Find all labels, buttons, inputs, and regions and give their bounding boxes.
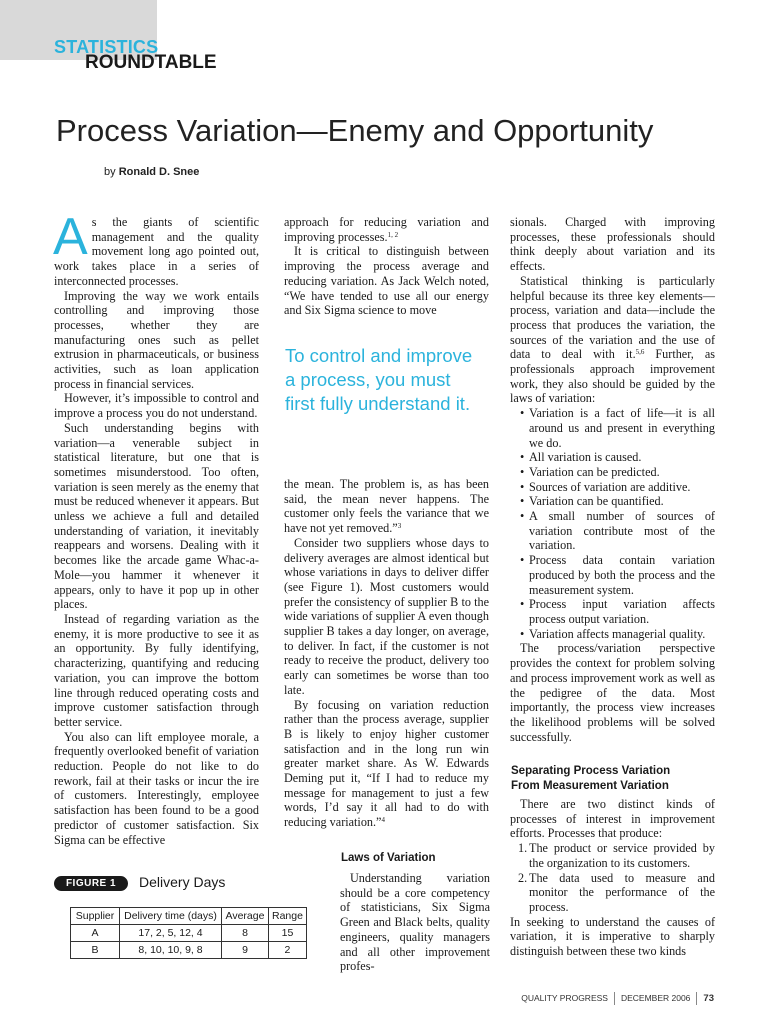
body-column-2-bottom bbox=[340, 871, 490, 974]
table-cell: B bbox=[71, 942, 120, 959]
table-cell: 15 bbox=[269, 925, 307, 942]
column-series-label: STATISTICS bbox=[54, 37, 159, 57]
list-item: • Variation can be predicted. bbox=[520, 465, 715, 480]
table-header-row bbox=[71, 908, 307, 925]
paragraph: the mean. The problem is, as has been said, the mean never happens. The customer only feels the variance that we have not yet removed.”$^3$ bbox=[284, 477, 489, 536]
delivery-days-table bbox=[70, 907, 307, 959]
footnote-ref: 1, 2 bbox=[387, 230, 399, 239]
paragraph: There are two distinct kinds of processes of interest in improvement efforts. Processes that produce: bbox=[510, 797, 715, 841]
paragraph: approach for reducing variation and improving processes.$^{1, 2}$ bbox=[284, 215, 489, 244]
paragraph: Understanding variation should be a core competency of statisticians, Six Sigma Green and Black belts, quality engineers, quality managers and all other improvement profes- bbox=[340, 871, 490, 974]
list-item: • Variation can be quantified. bbox=[520, 494, 715, 509]
paragraph: You also can lift employee morale, a frequently overlooked benefit of variation reduction. People do not like to do rework, fail at their tasks or incur the ire of customers. Interestingly, employee satisfaction has been found to be a good predictor of customer satisfaction. Six Sigma can be effective bbox=[54, 729, 259, 847]
article-title: Process Variation—Enemy and Opportunity bbox=[56, 113, 654, 148]
list-item: 1. The product or service provided by the organization to its customers. bbox=[518, 841, 715, 870]
list-item: • Process input variation affects process output variation. bbox=[520, 597, 715, 626]
footer-divider bbox=[696, 992, 697, 1005]
table-row bbox=[71, 925, 307, 942]
paragraph: sionals. Charged with improving processes, these professionals should think deeply about variation and its effects. bbox=[510, 215, 715, 274]
section-heading-separating: Separating Process Variation From Measurement Variation bbox=[511, 765, 671, 792]
body-column-3 bbox=[510, 215, 715, 744]
table-cell: 8, 10, 10, 9, 8 bbox=[120, 942, 222, 959]
laws-list bbox=[520, 406, 715, 641]
column-series-name: ROUNDTABLE bbox=[85, 52, 217, 73]
list-item: • Process data contain variation produced by both the process and the measurement system. bbox=[520, 553, 715, 597]
drop-cap: A bbox=[53, 208, 88, 266]
paragraph: Such understanding begins with variation—a venerable subject in statistical literature, but one that is sometimes misunderstood. Too often, variation is seen merely as the enemy that must be reduced whenever it appears. But unless we achieve a full and detailed understanding of variation, it inevitably reappears and worsens. Dealing with it becomes like the arcade game Whac-a-Mole—you hammer it whenever it appears, only to have it pop up in other places. bbox=[54, 420, 259, 612]
process-kinds-list bbox=[518, 841, 715, 915]
paragraph: It is critical to distinguish between improving the process average and reducing variation. As Jack Welch noted, “We have tended to use all our energy and Six Sigma science to move bbox=[284, 244, 489, 318]
list-item: • A small number of sources of variation contribute most of the variation. bbox=[520, 509, 715, 553]
column-header: Delivery time (days) bbox=[120, 908, 222, 925]
body-column-1 bbox=[53, 208, 259, 847]
list-item: 2. The data used to measure and monitor the performance of the process. bbox=[518, 870, 715, 914]
paragraph: Instead of regarding variation as the enemy, it is more productive to see it as an opportunity. By fully identifying, characterizing, quantifying and reducing variation, you can improve the bottom line through reduced operating costs and improve customer satisfaction through better service. bbox=[54, 611, 259, 729]
list-item: • Variation affects managerial quality. bbox=[520, 627, 715, 642]
table-cell: A bbox=[71, 925, 120, 942]
footnote-ref: 4 bbox=[381, 816, 385, 825]
paragraph: Consider two suppliers whose days to delivery averages are almost identical but whose variations in days to deliver differ (see Figure 1). Most customers would prefer the consistency of supplier B to the wide variations of supplier A even though supplier B takes a day longer, on average, to deliver. In fact, if the customer is not ready to receive the product, delivery too early can sometimes be worse than too late. bbox=[284, 535, 489, 697]
pull-quote: To control and improve a process, you must first fully understand it. bbox=[285, 345, 473, 414]
paragraph: The process/variation perspective provides the context for problem solving and process improvement work as well as the pedigree of the data. Most importantly, the process view increases the likelihood problems will be solved successfully. bbox=[510, 641, 715, 744]
paragraph: Statistical thinking is particularly helpful because its three key elements—process, variation and data—include the process that produces the variation, the sources of the variation and the use of data to deal with it.$^{5,6}$ Further, as professionals approach improvement work, they also should be guided by the laws of variation: bbox=[510, 273, 715, 406]
section-heading-laws: Laws of Variation bbox=[341, 852, 436, 864]
body-column-3-bottom bbox=[510, 797, 715, 959]
byline bbox=[104, 166, 199, 178]
paragraph: Improving the way we work entails controlling and improving those processes, whether they are manufacturing ones such as pellet extrusion in pharmaceuticals, or business activities, such as loan application process in financial services. bbox=[54, 288, 259, 391]
paragraph: In seeking to understand the causes of variation, it is imperative to sharply distinguish between these two kinds bbox=[510, 914, 715, 959]
paragraph: As the giants of scientific management and the quality movement long ago pointed out, work takes place in a series of interconnected processes. bbox=[53, 208, 259, 288]
table-cell: 8 bbox=[222, 925, 269, 942]
paragraph: By focusing on variation reduction rather than the process average, supplier B is likely to enjoy higher customer satisfaction and in the long run win greater market share. As W. Edwards Deming put it, “If I had to reduce my message for management to just a few words, I’d say it all had to do with reducing variation.”$^4$ bbox=[284, 697, 489, 830]
footer-divider bbox=[614, 992, 615, 1005]
list-item: • Variation is a fact of life—it is all around us and present in everything we do. bbox=[520, 406, 715, 450]
page-number: 73 bbox=[703, 992, 714, 1004]
body-column-2-middle bbox=[284, 477, 489, 830]
table-cell: 2 bbox=[269, 942, 307, 959]
byline-prefix: by bbox=[104, 166, 116, 178]
footnote-ref: 5,6 bbox=[635, 348, 645, 357]
table-cell: 17, 2, 5, 12, 4 bbox=[120, 925, 222, 942]
column-header: Supplier bbox=[71, 908, 120, 925]
column-header: Average bbox=[222, 908, 269, 925]
figure-badge: FIGURE 1 bbox=[54, 876, 128, 891]
table-cell: 9 bbox=[222, 942, 269, 959]
paragraph: However, it’s impossible to control and improve a process you do not understand. bbox=[54, 391, 259, 421]
list-item: • All variation is caused. bbox=[520, 450, 715, 465]
list-item: • Sources of variation are additive. bbox=[520, 480, 715, 495]
footnote-ref: 3 bbox=[397, 522, 402, 531]
issue-date: DECEMBER 2006 bbox=[620, 992, 691, 1003]
author-name: Ronald D. Snee bbox=[118, 166, 200, 178]
page-footer bbox=[521, 992, 714, 1005]
publication-name: QUALITY PROGRESS bbox=[521, 992, 608, 1003]
body-column-2-top bbox=[284, 215, 489, 318]
column-header: Range bbox=[269, 908, 307, 925]
table-row bbox=[71, 942, 307, 959]
figure-title: Delivery Days bbox=[139, 874, 226, 890]
